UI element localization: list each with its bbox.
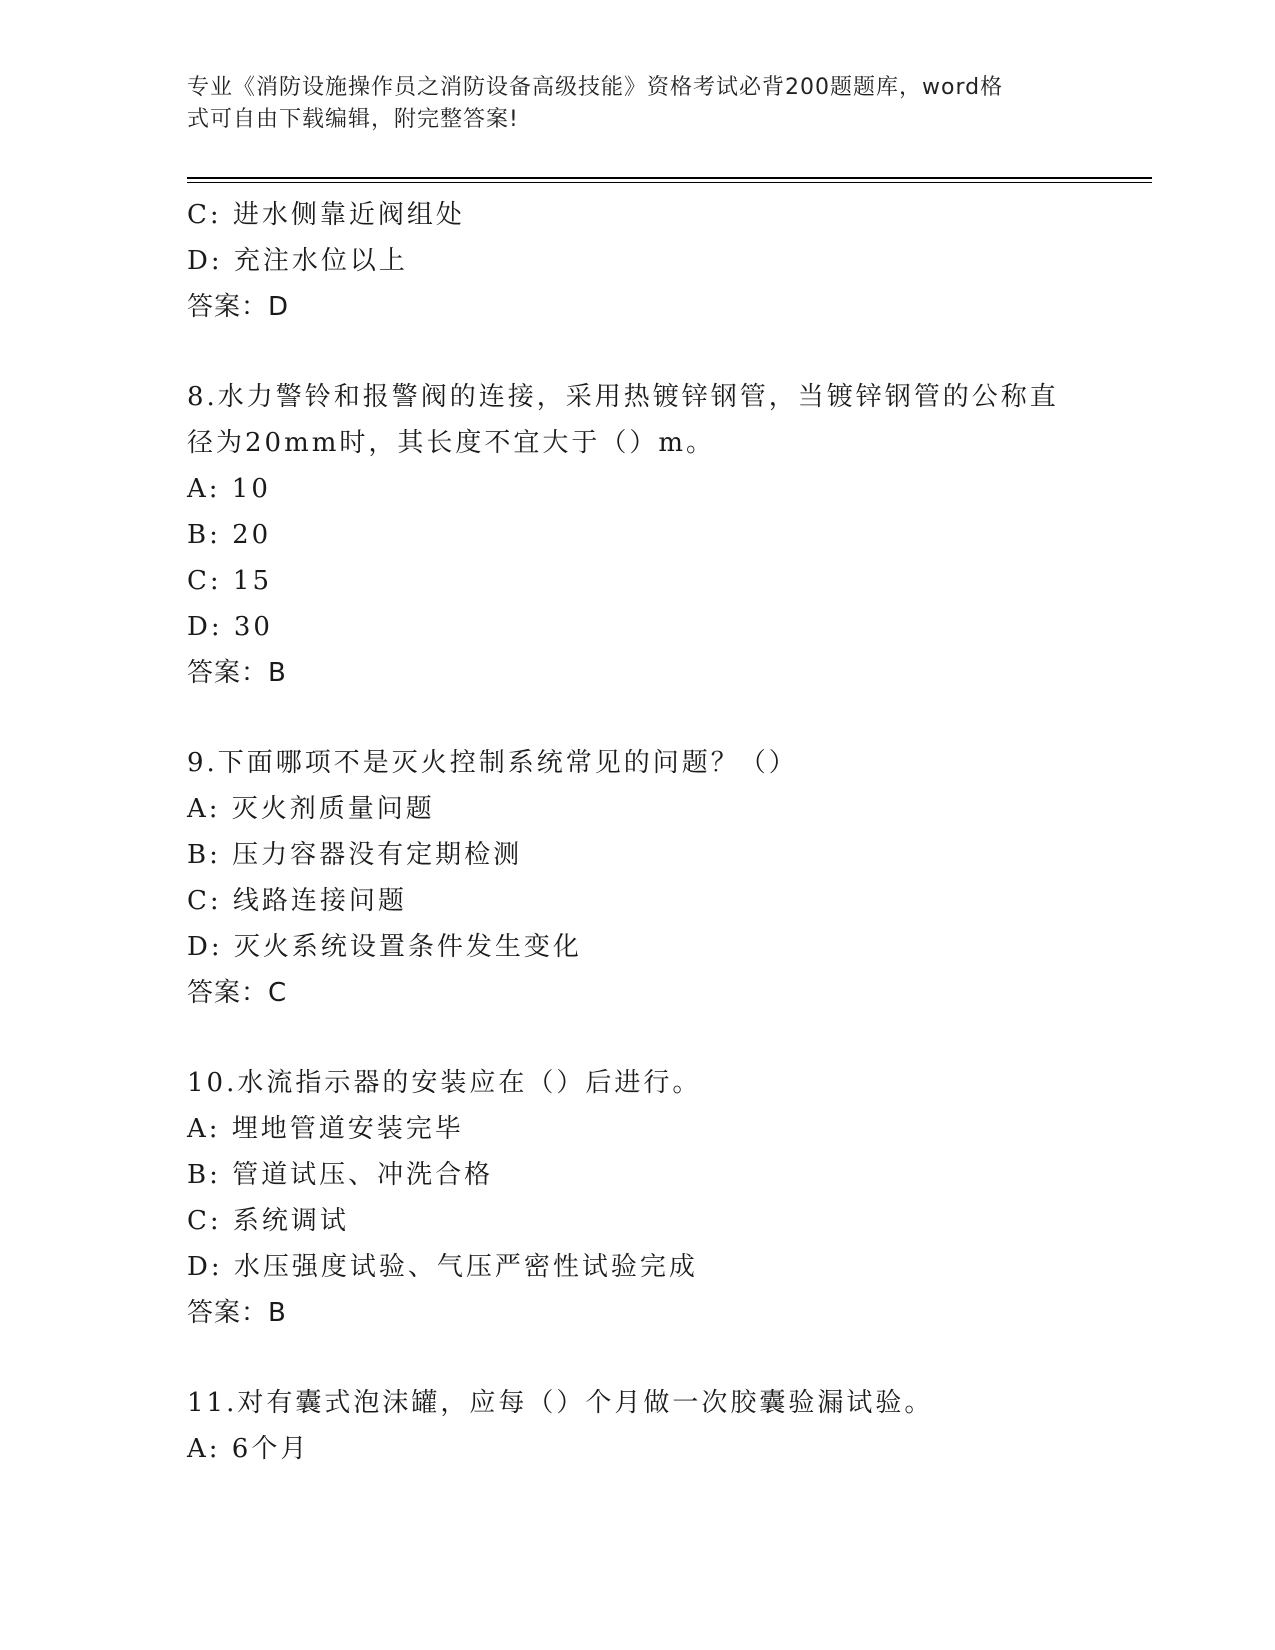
question-10 xyxy=(187,1060,1087,1336)
option-b: B: 压力容器没有定期检测 xyxy=(187,840,523,870)
option-b: B: 管道试压、冲洗合格 xyxy=(187,1160,494,1190)
option-c: C: 15 xyxy=(187,566,273,596)
question-stem-continued: 径为20mm时，其长度不宜大于（）m。 xyxy=(187,428,716,458)
document-header xyxy=(187,72,1067,136)
option-c: C: 系统调试 xyxy=(187,1206,349,1236)
option-d: D: 水压强度试验、气压严密性试验完成 xyxy=(187,1252,698,1282)
option-a: A: 埋地管道安装完毕 xyxy=(187,1114,464,1144)
option-c: C: 进水侧靠近阀组处 xyxy=(187,200,465,230)
option-a: A: 10 xyxy=(187,474,271,504)
question-9 xyxy=(187,740,1087,1016)
question-stem: 10.水流指示器的安装应在（）后进行。 xyxy=(187,1068,702,1098)
question-content xyxy=(187,192,1087,1472)
option-d: D: 30 xyxy=(187,612,273,642)
question-stem: 8.水力警铃和报警阀的连接，采用热镀锌钢管，当镀锌钢管的公称直 xyxy=(187,382,1059,412)
option-d: D: 灭火系统设置条件发生变化 xyxy=(187,932,582,962)
option-c: C: 线路连接问题 xyxy=(187,886,407,916)
option-a: A: 灭火剂质量问题 xyxy=(187,794,435,824)
option-a: A: 6个月 xyxy=(187,1434,310,1464)
question-stem: 11.对有囊式泡沫罐，应每（）个月做一次胶囊验漏试验。 xyxy=(187,1388,934,1418)
question-11 xyxy=(187,1380,1087,1472)
header-line-1: 专业《消防设施操作员之消防设备高级技能》资格考试必背200题题库，word格 xyxy=(187,75,1004,100)
header-divider-thick xyxy=(187,177,1152,179)
answer-label: 答案：D xyxy=(187,292,290,322)
option-b: B: 20 xyxy=(187,520,272,550)
answer-label: 答案：C xyxy=(187,978,288,1008)
answer-label: 答案：B xyxy=(187,1298,287,1328)
header-divider-thin xyxy=(187,182,1152,183)
question-7-continuation xyxy=(187,192,1087,330)
answer-label: 答案：B xyxy=(187,658,287,688)
question-8 xyxy=(187,374,1087,696)
header-line-2: 式可自由下载编辑，附完整答案! xyxy=(187,107,519,132)
question-stem: 9.下面哪项不是灭火控制系统常见的问题？（） xyxy=(187,748,798,778)
option-d: D: 充注水位以上 xyxy=(187,246,408,276)
